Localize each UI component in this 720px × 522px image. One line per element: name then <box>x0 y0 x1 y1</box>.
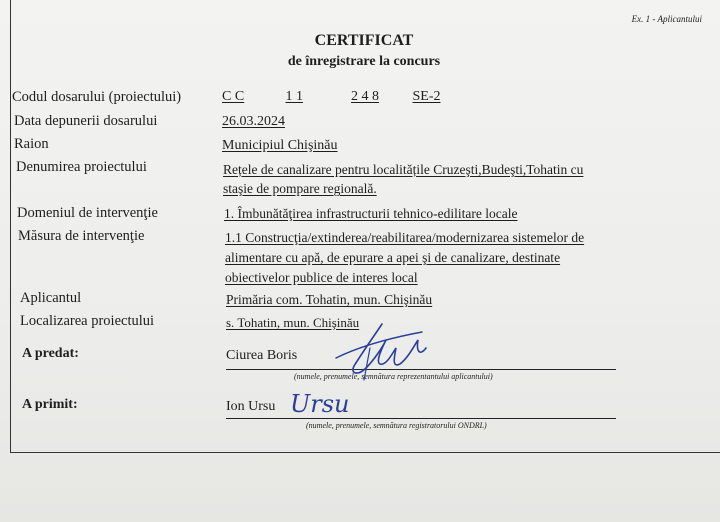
handed-label: A predat: <box>22 346 79 361</box>
date-value: 26.03.2024 <box>222 114 285 129</box>
district-value: Municipiul Chişinău <box>222 138 338 153</box>
code-part-3: 2 4 8 <box>351 89 379 104</box>
project-value-line-1: Rețele de canalizare pentru localitățile Cruzeşti,Budeşti,Tohatin cu <box>223 162 584 177</box>
project-label: Denumirea proiectului <box>16 159 147 175</box>
date-label: Data depunerii dosarului <box>14 113 158 129</box>
received-label: A primit: <box>22 397 78 412</box>
received-note: (numele, prenumele, semnătura registratorului ONDRL) <box>306 421 487 430</box>
measure-label: Măsura de intervenţie <box>18 228 145 244</box>
applicant-label: Aplicantul <box>20 290 82 306</box>
received-signature <box>288 386 368 420</box>
domain-label: Domeniul de intervenţie <box>17 205 158 221</box>
received-name: Ion Ursu <box>226 399 276 414</box>
code-part-2: 1 1 <box>285 89 303 104</box>
code-part-4: SE-2 <box>412 89 441 104</box>
measure-value-line-2: alimentare cu apă, de epurare a apei şi de canalizare, destinate <box>225 250 561 265</box>
handed-note: (numele, prenumele, semnătura reprezentantului aplicantului) <box>294 372 493 381</box>
handed-signature <box>330 318 440 388</box>
project-value-line-2: staşie de pompare regională. <box>223 181 377 196</box>
code-part-1: C C <box>222 89 245 104</box>
measure-value-line-1: 1.1 Construcţia/extinderea/reabilitarea/modernizarea sistemelor de <box>225 230 585 245</box>
location-label: Localizarea proiectului <box>20 313 155 329</box>
measure-value-line-3: obiectivelor publice de interes local <box>225 270 418 285</box>
code-label: Codul dosarului (proiectului) <box>12 89 182 105</box>
code-value <box>222 89 441 105</box>
domain-value: 1. Îmbunătăţirea infrastructurii tehnico-edilitare locale <box>224 206 518 221</box>
received-signature-line <box>226 418 616 419</box>
certificate-subtitle: de înregistrare la concurs <box>287 54 441 69</box>
handed-name: Ciurea Boris <box>226 348 298 363</box>
applicant-value: Primăria com. Tohatin, mun. Chişinău <box>226 292 433 307</box>
certificate-title: CERTIFICAT <box>314 32 414 49</box>
annex-note: Ex. 1 - Aplicantului <box>631 14 702 24</box>
location-value: s. Tohatin, mun. Chişinău <box>226 315 360 330</box>
district-label: Raion <box>14 136 49 152</box>
received-handwritten-text: Ursu <box>290 390 350 418</box>
